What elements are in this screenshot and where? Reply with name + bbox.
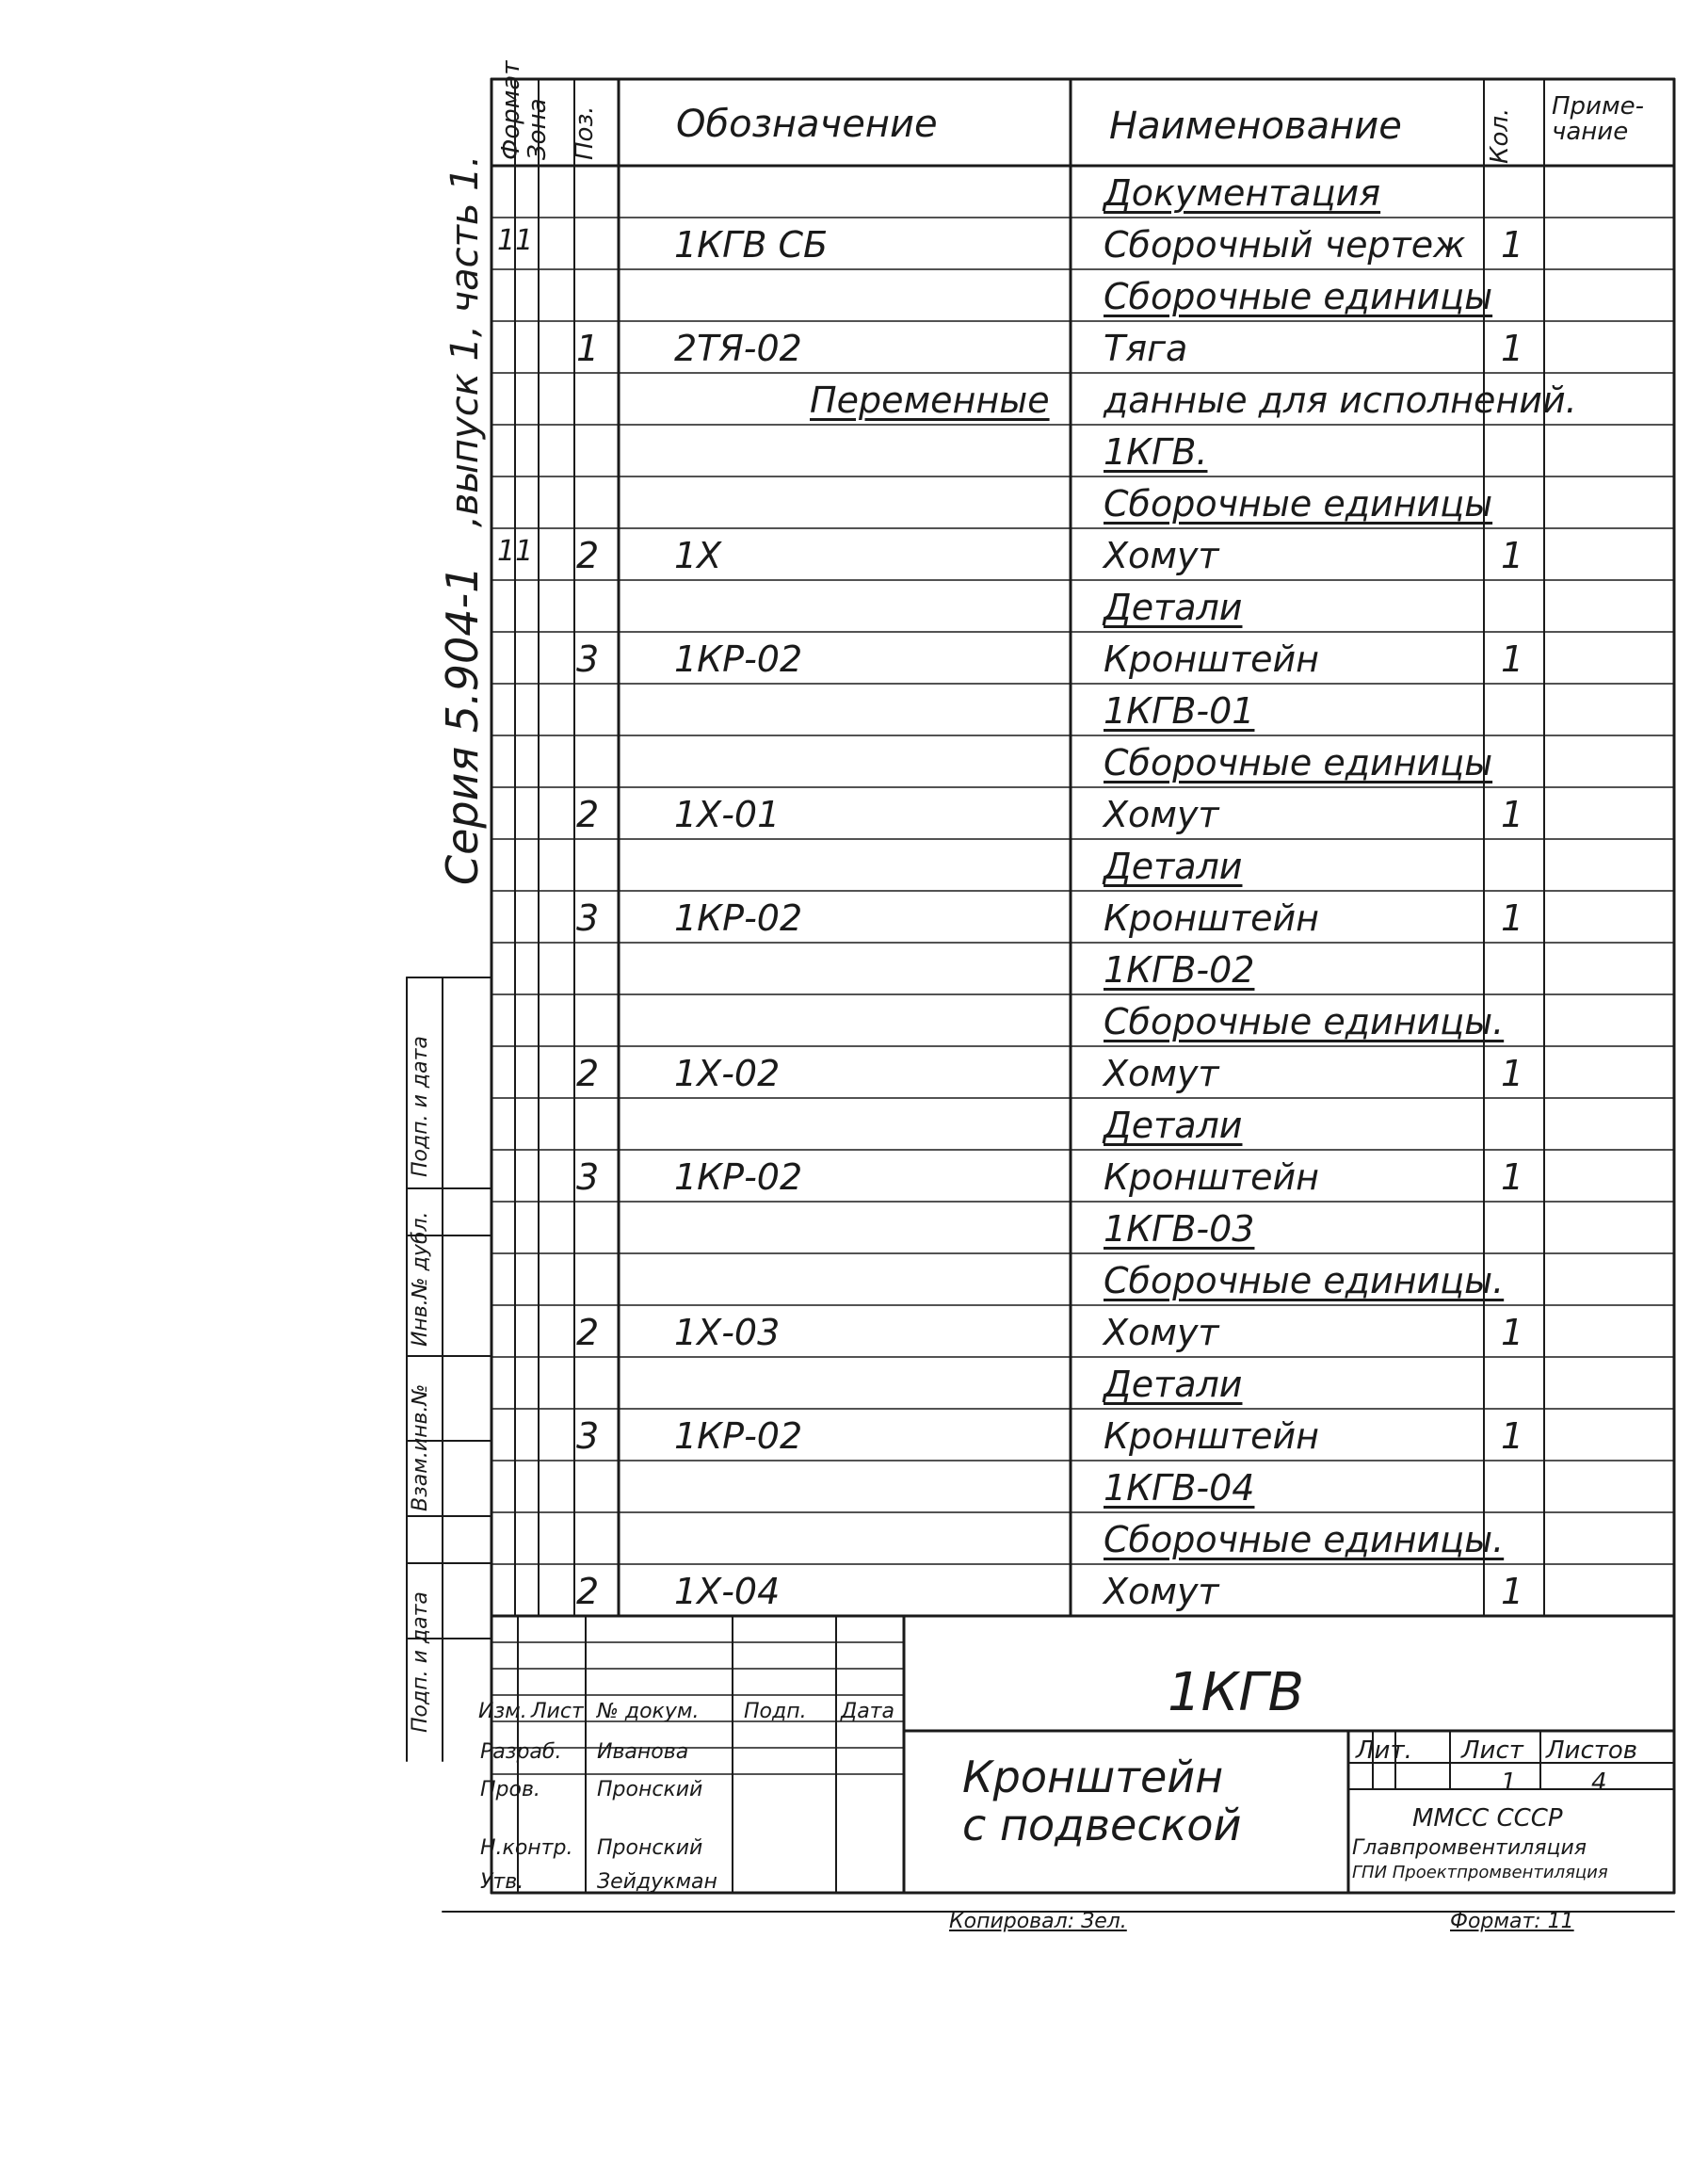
row-name: Сборочный чертеж [1104, 224, 1466, 266]
row-qty: 1 [1501, 535, 1524, 576]
org-ministry: ММСС СССР [1412, 1804, 1563, 1833]
row-pos: 3 [576, 1415, 600, 1457]
header-name: Наименование [1109, 105, 1402, 148]
row-qty: 1 [1501, 1053, 1524, 1094]
row-name: Кронштейн [1104, 638, 1320, 680]
header-position: Поз. [571, 105, 599, 160]
row-name: Сборочные единицы. [1104, 1519, 1505, 1560]
row-pos: 2 [576, 1053, 600, 1094]
row-name: Детали [1104, 587, 1243, 628]
issue-label: ,выпуск 1, часть 1. [443, 154, 487, 527]
row-designation: 1Х-03 [674, 1312, 781, 1353]
col-sheet: Лист [531, 1700, 584, 1723]
row-pos: 2 [576, 1312, 600, 1353]
row-name: 1КГВ-03 [1104, 1208, 1255, 1250]
row-name: Детали [1104, 1105, 1243, 1146]
row-name: Хомут [1104, 1571, 1219, 1612]
doc-code: 1КГВ [1168, 1662, 1305, 1723]
row-pos: 2 [576, 535, 600, 576]
row-pos: 2 [576, 794, 600, 835]
role-norm-control: Н.контр. [480, 1836, 573, 1860]
col-change: Изм. [478, 1700, 527, 1723]
name-developer: Ивановa [597, 1740, 689, 1764]
row-qty: 1 [1501, 794, 1524, 835]
row-name: Хомут [1104, 794, 1219, 835]
row-name: Сборочные единицы [1104, 483, 1493, 525]
row-qty: 1 [1501, 1312, 1524, 1353]
col-docnum: № докум. [597, 1700, 700, 1723]
row-designation: 1Х-04 [674, 1571, 781, 1612]
header-qty: Кол. [1486, 107, 1514, 164]
header-zone: Зона [524, 98, 552, 160]
org-institute: ГПИ Проектпромвентиляция [1352, 1863, 1608, 1882]
row-name: Сборочные единицы [1104, 742, 1493, 783]
row-pos: 2 [576, 1571, 600, 1612]
row-name: Хомут [1104, 1312, 1219, 1353]
row-name: Тяга [1104, 328, 1188, 369]
row-qty: 1 [1501, 897, 1524, 939]
row-designation: 1Х [674, 535, 722, 576]
row-name: Кронштейн [1104, 1415, 1320, 1457]
row-name: Кронштейн [1104, 1156, 1320, 1198]
side-sign-date-1: Подп. и дата [409, 1036, 432, 1177]
sheets-value: 4 [1591, 1768, 1607, 1797]
format-label: Формат: 11 [1450, 1910, 1574, 1933]
row-name: Сборочные единицы [1104, 276, 1493, 317]
row-designation: 1Х-01 [674, 794, 781, 835]
sheet-value: 1 [1501, 1768, 1517, 1797]
row-designation: 2ТЯ-02 [674, 328, 802, 369]
row-designation: 1КР-02 [674, 638, 803, 680]
row-name: Детали [1104, 846, 1243, 887]
role-checker: Пров. [480, 1778, 540, 1801]
header-note: Приме- чание [1552, 92, 1644, 147]
side-replace-inv: Взам.инв.№ [409, 1383, 432, 1511]
row-name: 1КГВ-02 [1104, 949, 1255, 991]
row-name: Детали [1104, 1364, 1243, 1405]
side-sign-date-2: Подп. и дата [409, 1591, 432, 1733]
sheets-label: Листов [1546, 1736, 1638, 1765]
org-department: Главпромвентиляция [1352, 1836, 1587, 1860]
row-designation: 1КГВ СБ [674, 224, 829, 266]
row-pos: 3 [576, 638, 600, 680]
row-name: Сборочные единицы. [1104, 1001, 1505, 1042]
header-format: Формат [497, 60, 525, 160]
role-developer: Разраб. [480, 1740, 562, 1764]
name-approver: Зейдукман [597, 1870, 717, 1894]
header-designation: Обозначение [676, 103, 938, 146]
role-approver: Утв. [480, 1870, 524, 1894]
row-format: 11 [497, 224, 534, 257]
row-name: 1КГВ-04 [1104, 1467, 1255, 1509]
row-designation: Переменные [810, 380, 1050, 421]
row-pos: 3 [576, 897, 600, 939]
copied-by: Копировал: Зел. [949, 1910, 1127, 1933]
row-pos: 3 [576, 1156, 600, 1198]
row-name: Документация [1104, 172, 1381, 214]
row-designation: 1Х-02 [674, 1053, 781, 1094]
row-qty: 1 [1501, 328, 1524, 369]
row-name: Кронштейн [1104, 897, 1320, 939]
series-label: Серия 5.904-1 [437, 565, 488, 885]
lit-label: Лит. [1356, 1736, 1412, 1765]
row-name: Сборочные единицы. [1104, 1260, 1505, 1301]
row-designation: 1КР-02 [674, 897, 803, 939]
side-dup-inv: Инв.№ дубл. [409, 1211, 432, 1347]
col-date: Дата [841, 1700, 894, 1723]
product-name: Кронштейн с подвеской [962, 1752, 1242, 1850]
row-qty: 1 [1501, 1415, 1524, 1457]
row-qty: 1 [1501, 1156, 1524, 1198]
row-designation: 1КР-02 [674, 1156, 803, 1198]
row-qty: 1 [1501, 638, 1524, 680]
row-name: Хомут [1104, 535, 1219, 576]
name-norm-control: Пронский [597, 1836, 703, 1860]
row-designation: 1КР-02 [674, 1415, 803, 1457]
row-pos: 1 [576, 328, 600, 369]
row-qty: 1 [1501, 224, 1524, 266]
row-format: 11 [497, 535, 534, 568]
row-name: 1КГВ-01 [1104, 690, 1255, 732]
row-name: Хомут [1104, 1053, 1219, 1094]
sheet-label: Лист [1461, 1736, 1523, 1765]
row-name: данные для исполнений. [1104, 380, 1577, 421]
row-name: 1КГВ. [1104, 431, 1208, 473]
row-qty: 1 [1501, 1571, 1524, 1612]
col-sign: Подп. [744, 1700, 807, 1723]
name-checker: Пронский [597, 1778, 703, 1801]
